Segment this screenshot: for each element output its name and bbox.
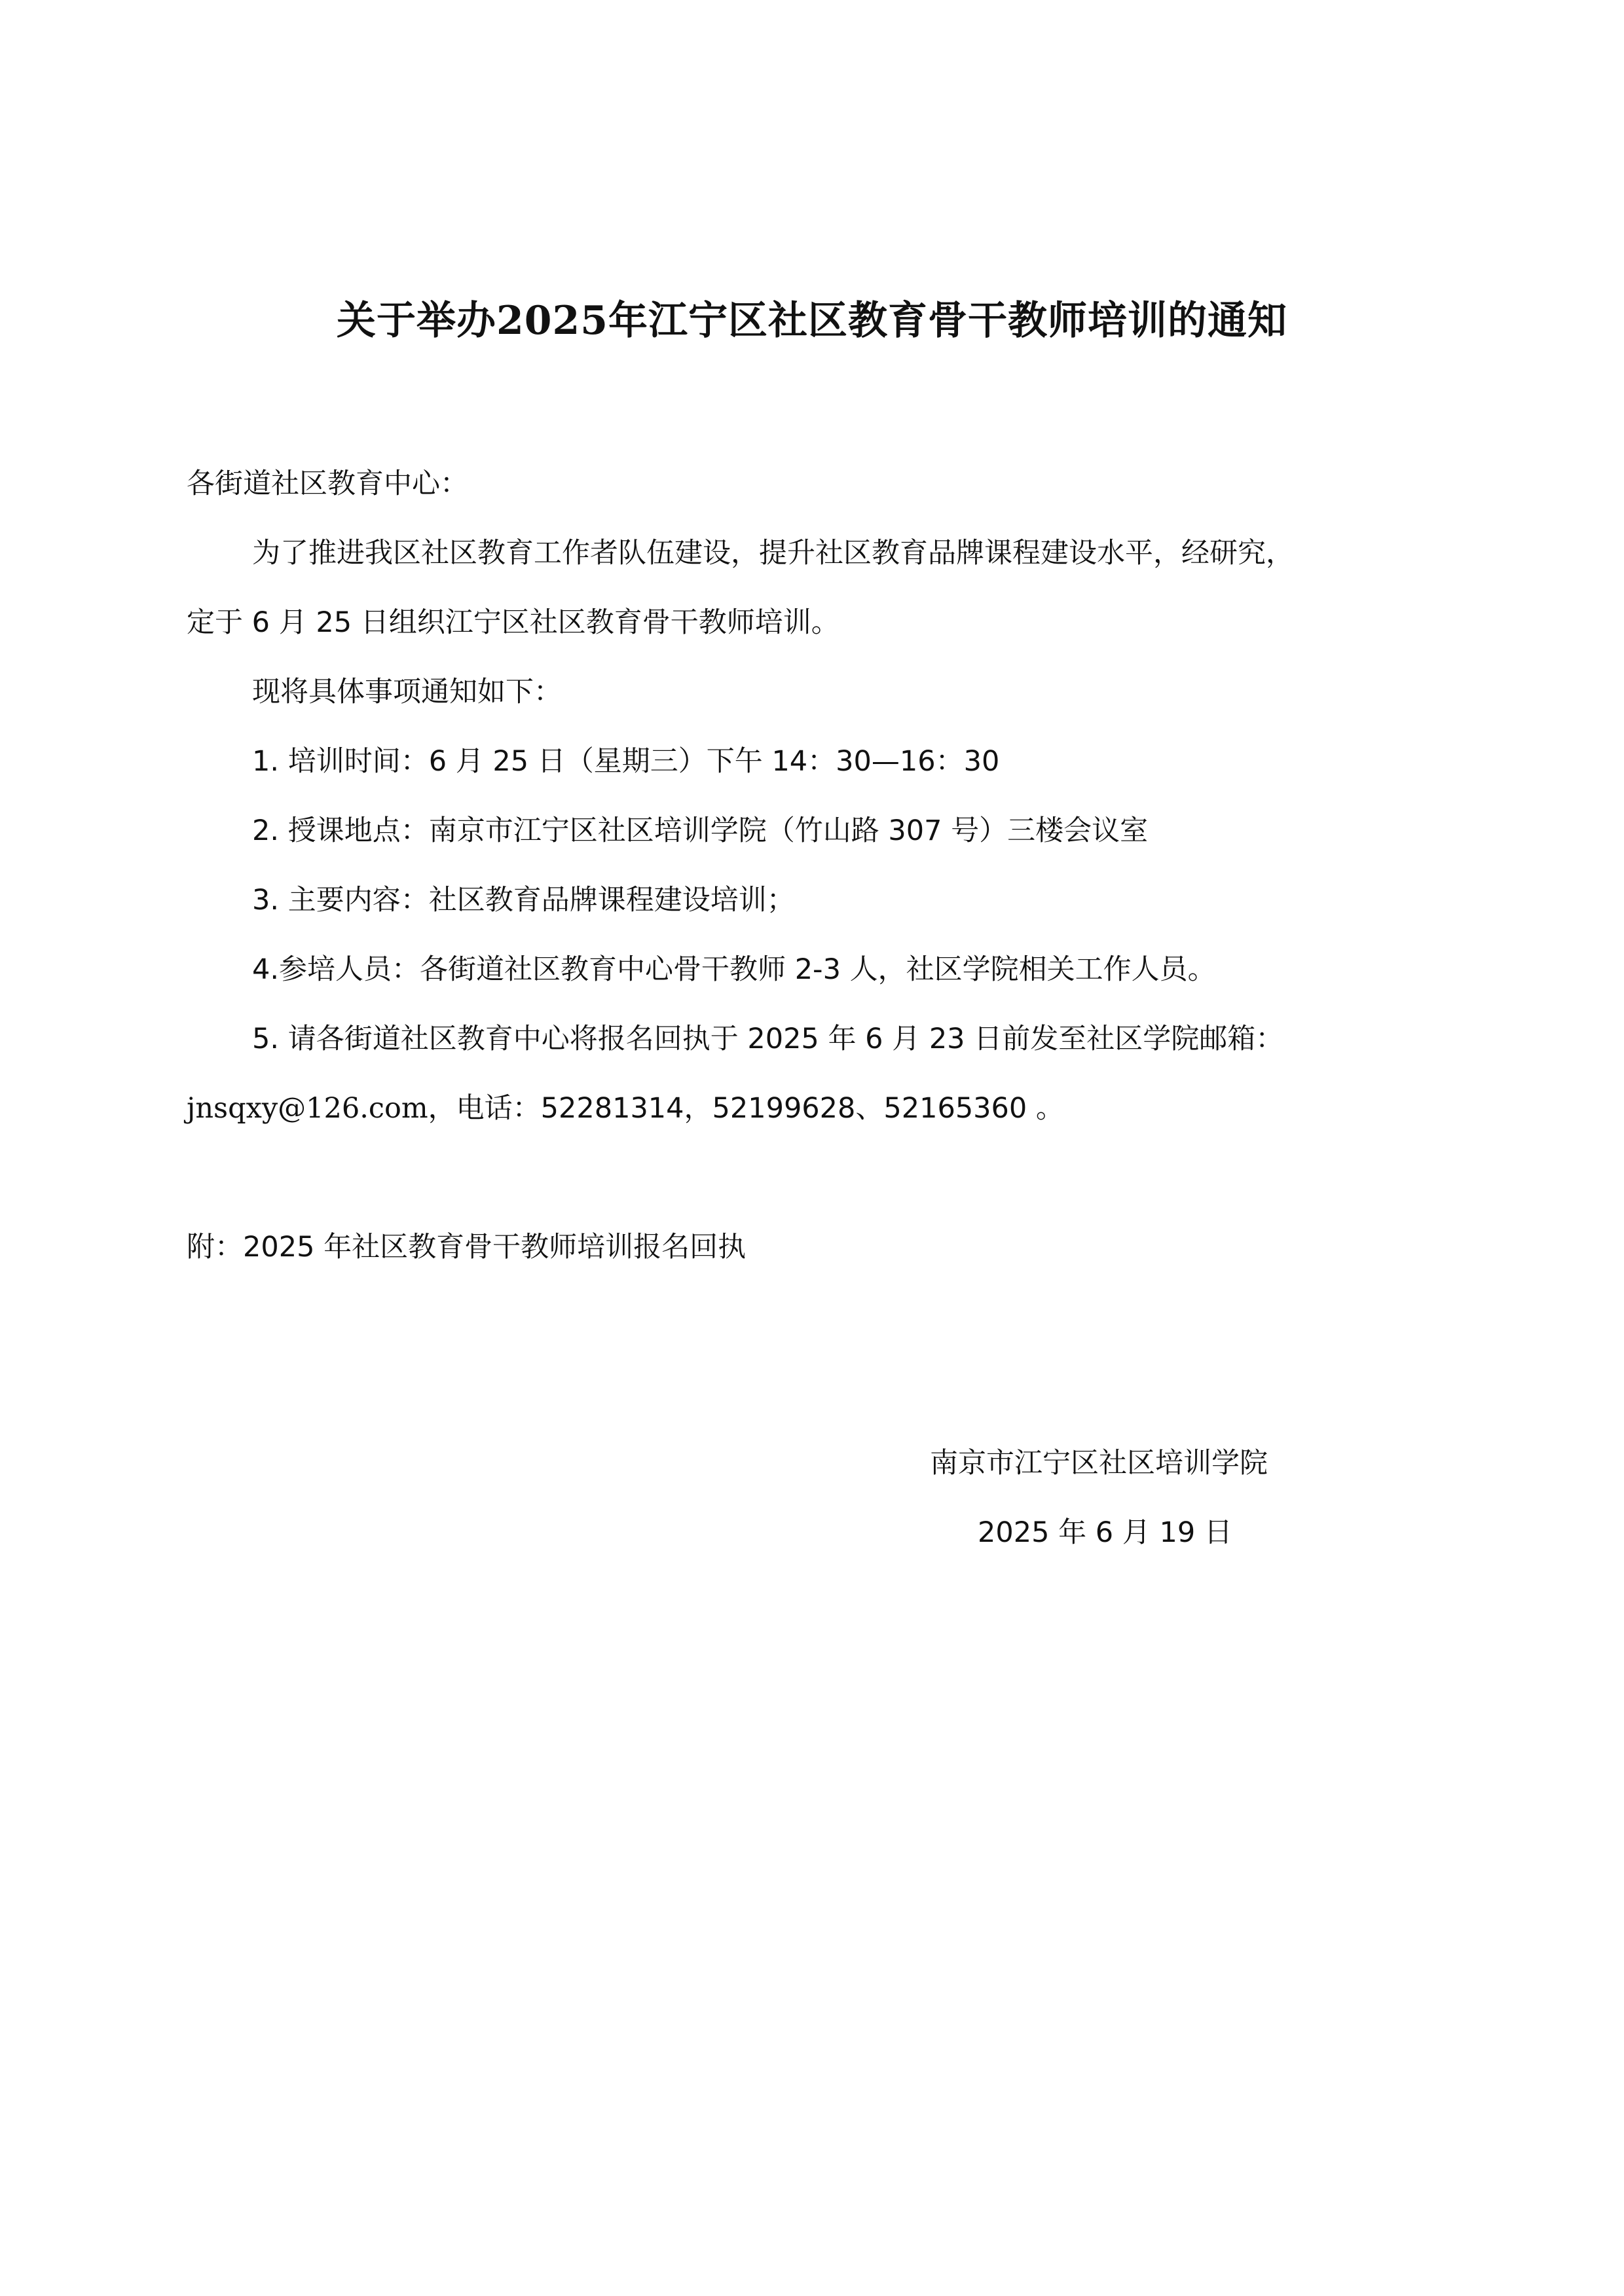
item-content: 3. 主要内容：社区教育品牌课程建设培训；: [252, 884, 795, 917]
signature-date: 2025 年 6 月 19 日: [978, 1516, 1232, 1549]
item-registration: 5. 请各街道社区教育中心将报名回执于 2025 年 6 月 23 日前发至社区学院邮箱：: [252, 1023, 1284, 1055]
contact-email[interactable]: jnsqxy@126.com: [187, 1092, 428, 1125]
paragraph-2: 现将具体事项通知如下：: [252, 676, 562, 708]
notice-title: 关于举办2025年江宁区社区教育骨干教师培训的通知: [337, 298, 1287, 344]
paragraph-1-line-1: 为了推进我区社区教育工作者队伍建设，提升社区教育品牌课程建设水平，经研究，: [252, 537, 1294, 570]
attachment-note: 附：2025 年社区教育骨干教师培训报名回执: [187, 1231, 747, 1264]
contact-phones: ，电话：52281314，52199628、52165360 。: [428, 1092, 1064, 1125]
contact-line: [187, 1088, 1064, 1129]
salutation: 各街道社区教育中心：: [187, 467, 468, 500]
item-training-time: 1. 培训时间：6 月 25 日（星期三）下午 14：30—16：30: [252, 745, 1000, 778]
paragraph-1-line-2: 定于 6 月 25 日组织江宁区社区教育骨干教师培训。: [187, 606, 840, 639]
signature-organization: 南京市江宁区社区培训学院: [930, 1447, 1268, 1480]
item-participants: 4.参培人员：各街道社区教育中心骨干教师 2-3 人，社区学院相关工作人员。: [252, 953, 1216, 986]
item-venue: 2. 授课地点：南京市江宁区社区培训学院（竹山路 307 号）三楼会议室: [252, 814, 1149, 847]
